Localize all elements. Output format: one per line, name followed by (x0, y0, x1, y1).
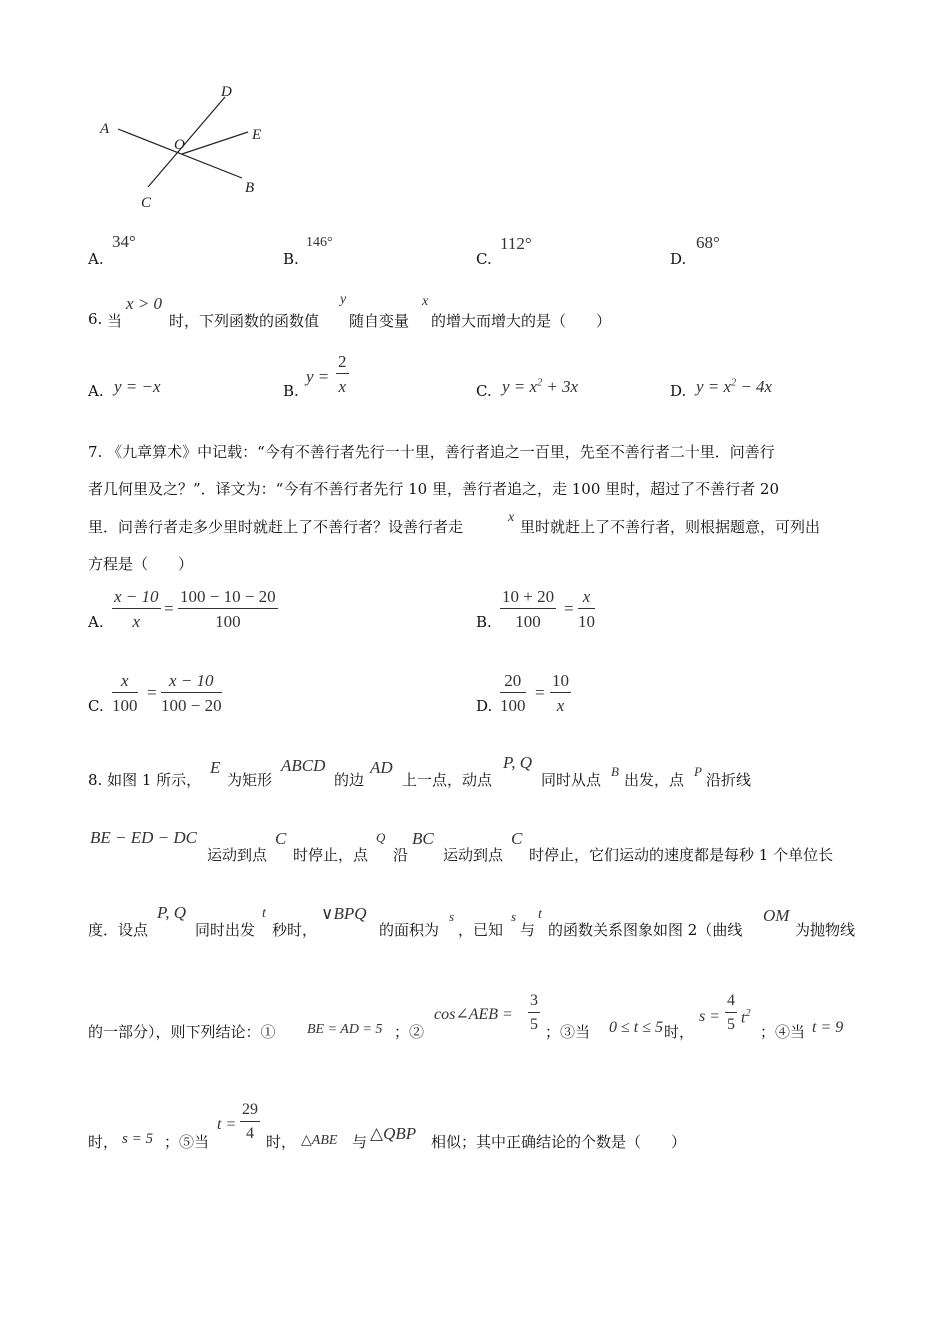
q8-line4-a: 的一部分），则下列结论：① (88, 1023, 276, 1041)
q7-option-c-frac-right: x − 10 100 − 20 (161, 671, 222, 715)
q5-option-d-letter: D. (670, 250, 687, 268)
q6-option-b-letter: B. (283, 382, 299, 400)
q7-line-3a: 里．问善行者走多少里时就赶上了不善行者？设善行者走 (88, 518, 464, 536)
q8-ABCD: ABCD (281, 756, 326, 775)
q8-line2-a: 运动到点 (207, 846, 268, 864)
q5-option-c-letter: C. (476, 250, 492, 268)
q8-line5-b: ；⑤当 (164, 1133, 210, 1151)
q8-line3-b: 同时出发 (195, 921, 256, 939)
q7-line-1: 7. 《九章算术》中记载：“今有不善行者先行一十里，善行者追之一百里，先至不善行者二十里．问善行 (88, 443, 775, 461)
q8-conclusion-1: BE = AD = 5 (307, 1022, 383, 1037)
q8-s: s (449, 909, 455, 924)
q8-line4-b: ；② (394, 1023, 425, 1041)
q8-line2-d: 运动到点 (443, 846, 504, 864)
geometry-figure (90, 75, 290, 215)
q5-option-a-letter: A. (88, 250, 104, 268)
q8-line1-d: 上一点，动点 (402, 771, 493, 789)
line-cd (148, 97, 225, 187)
q8-triangle-abe: △ABE (301, 1133, 338, 1148)
q8-line5-e: 相似；其中正确结论的个数是（ ） (431, 1133, 687, 1151)
q7-option-b-frac-right: x 10 (578, 587, 595, 631)
q6-text-1: 当 (107, 312, 123, 330)
q8-line5-d: 与 (352, 1133, 368, 1151)
q8-line2-c: 沿 (393, 846, 409, 864)
q8-E: E (210, 758, 221, 777)
q7-line-3-x: x (508, 510, 515, 525)
q8-line5-c: 时， (266, 1133, 297, 1151)
q8-line2-e: 时停止，它们运动的速度都是每秒 1 个单位长 (529, 846, 834, 864)
label-d: D (221, 84, 232, 100)
q8-C-2: C (511, 829, 523, 848)
q7-line-2: 者几何里及之？”．译文为：“今有不善行者先行 10 里，善行者追之，走 100 里时，超过了不善行者 20 (88, 480, 779, 498)
q8-line3-d: 的面积为 (379, 921, 440, 939)
q5-option-d-value: 68° (696, 233, 720, 252)
q8-triangle-qbp: △QBP (370, 1124, 417, 1143)
q8-s-2: s (511, 909, 517, 924)
q6-text-2: 时，下列函数的函数值 (169, 312, 320, 330)
q6-text-4: 的增大而增大的是（ ） (431, 312, 612, 330)
q8-PQ: P, Q (503, 753, 532, 772)
q8-line4-e: ；④当 (760, 1023, 806, 1041)
q8-line3-h: 为抛物线 (795, 921, 856, 939)
q8-t-2: t (538, 907, 542, 922)
q8-conclusion-3-range: 0 ≤ t ≤ 5 (609, 1019, 664, 1036)
q8-line3-f: 与 (520, 921, 536, 939)
q7-option-c-letter: C. (88, 697, 104, 715)
q8-line3-g: 的函数关系图象如图 2（曲线 (548, 921, 743, 939)
q8-triangle-bpq: ∨BPQ (321, 904, 367, 923)
q8-PQ-2: P, Q (157, 903, 186, 922)
q8-line1-c: 的边 (334, 771, 365, 789)
label-c: C (141, 195, 152, 211)
q8-path: BE − ED − DC (90, 828, 197, 847)
q8-line4-d: 时， (664, 1023, 695, 1041)
q7-option-d-letter: D. (476, 697, 493, 715)
q5-option-c-value: 112° (500, 234, 532, 253)
q7-line-4: 方程是（ ） (88, 555, 194, 573)
q5-option-a-value: 34° (112, 232, 136, 251)
q8-line4-c: ；③当 (545, 1023, 591, 1041)
q7-option-a-frac-right: 100 − 10 − 20 100 (180, 587, 276, 631)
q8-line1-g: 沿折线 (706, 771, 752, 789)
q5-option-b-letter: B. (283, 250, 299, 268)
q8-Q: Q (376, 830, 386, 845)
q8-conclusion-5-t: t = (217, 1116, 237, 1133)
q8-conclusion-4-s: s = 5 (122, 1131, 153, 1147)
q6-option-b-numerator: 2 (338, 352, 347, 371)
q8-BC: BC (412, 829, 434, 848)
q6-option-c-letter: C. (476, 382, 492, 400)
q6-condition: x > 0 (126, 294, 163, 313)
q8-line3-a: 度．设点 (88, 921, 149, 939)
q7-option-d-frac-right: 10 x (552, 671, 569, 715)
q8-conclusion-2-fraction: 3 5 (530, 992, 538, 1033)
q7-option-b-frac-left: 10 + 20 100 (502, 587, 555, 631)
q8-conclusion-5-fraction: 29 4 (242, 1101, 258, 1142)
q6-option-c-expr: $y = x^2 + 3x$ (502, 377, 579, 396)
q6-option-d-expr: $y = x^2 - 4x$ (696, 377, 773, 396)
q6-text-3: 随自变量 (349, 312, 410, 330)
q7-option-a-frac-left: x − 10 x (114, 587, 159, 631)
q6-y: y (340, 292, 347, 307)
q6-option-a-letter: A. (88, 382, 104, 400)
q5-option-b-value: 146° (306, 235, 333, 250)
q8-line1-b: 为矩形 (227, 771, 273, 789)
q6-option-b-lhs: y = (306, 367, 330, 386)
q6-option-d-letter: D. (670, 382, 687, 400)
label-a: A (100, 121, 110, 137)
q8-conclusion-3-t: $t^2$ (741, 1008, 751, 1027)
label-b: B (245, 180, 255, 196)
q8-conclusion-4: t = 9 (812, 1019, 844, 1036)
q8-OM: OM (763, 906, 790, 925)
q8-conclusion-3-s: s = (699, 1008, 721, 1025)
q8-conclusion-3-fraction: 4 5 (727, 992, 735, 1033)
q6-number: 6. (88, 310, 103, 328)
q7-line-3b: 里时就赶上了不善行者，则根据题意，可列出 (520, 518, 821, 536)
q8-line1-e: 同时从点 (541, 771, 602, 789)
q8-line3-c: 秒时， (272, 921, 318, 939)
q8-AD: AD (370, 758, 393, 777)
q8-line5-a: 时， (88, 1133, 119, 1151)
q7-option-c-frac-left: x 100 (112, 671, 138, 715)
q6-x: x (422, 294, 429, 309)
q7-option-d-frac-left: 20 100 (500, 671, 526, 715)
label-o: O (174, 137, 185, 153)
q8-t: t (262, 906, 266, 921)
q8-line1-f: 出发，点 (624, 771, 685, 789)
q6-option-b-denominator: x (338, 377, 347, 396)
q7-option-a-letter: A. (88, 613, 104, 631)
q8-line2-b: 时停止，点 (293, 846, 369, 864)
q8-line3-e: ，已知 (458, 921, 504, 939)
label-e: E (252, 127, 262, 143)
q8-conclusion-2: cos∠AEB = (434, 1006, 513, 1023)
q8-P: P (694, 764, 702, 779)
q8-B: B (611, 764, 619, 779)
q6-option-a-expr: y = −x (114, 377, 161, 396)
q6-option-b-fraction (336, 353, 349, 395)
q8-line1-a: 8. 如图 1 所示， (88, 771, 202, 789)
q8-C: C (275, 829, 287, 848)
q7-option-b-letter: B. (476, 613, 492, 631)
